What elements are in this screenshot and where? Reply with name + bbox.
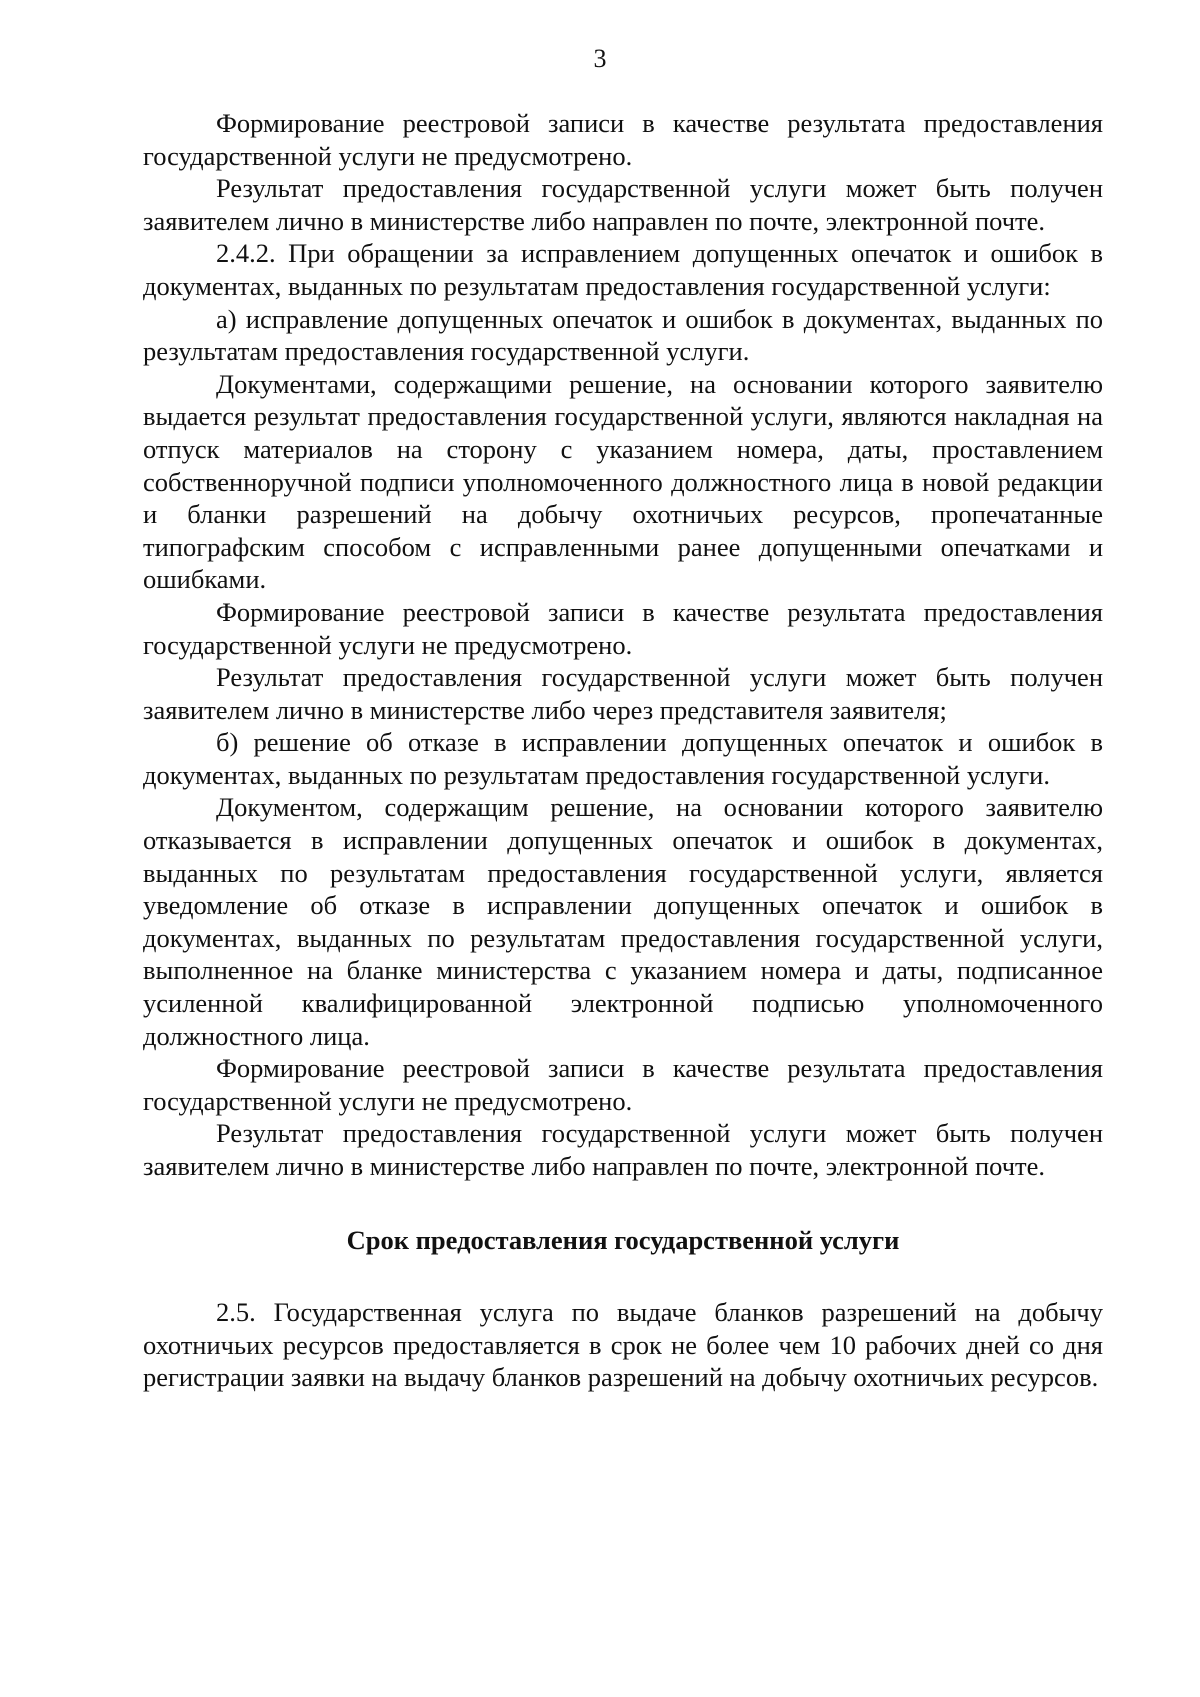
paragraph: Документами, содержащими решение, на основании которого заявителю выдается результат предоставления государственной услуги, являются накладная на отпуск материалов на сторону с указанием номера, даты, проставлением собственноручной подписи уполномоченного должностного лица в новой редакции и бланки разрешений на добычу охотничьих ресурсов, пропечатанные типографским способом с исправленными ранее допущенными опечатками и ошибками. — [143, 368, 1103, 595]
document-body — [143, 107, 1103, 1394]
paragraph-item-a: а) исправление допущенных опечаток и ошибок в документах, выданных по результатам предоставления государственной услуги. — [143, 303, 1103, 367]
paragraph: Результат предоставления государственной услуги может быть получен заявителем лично в министерстве либо направлен по почте, электронной почте. — [143, 1118, 1103, 1181]
paragraph-clause-2-5: 2.5. Государственная услуга по выдаче бланков разрешений на добычу охотничьих ресурсов предоставляется в срок не более чем 10 рабочих дней со дня регистрации заявки на выдачу бланков разрешений на добычу охотничьих ресурсов. — [143, 1297, 1103, 1393]
paragraph: Формирование реестровой записи в качестве результата предоставления государственной услуги не предусмотрено. — [143, 596, 1103, 660]
paragraph: Формирование реестровой записи в качестве результата предоставления государственной услуги не предусмотрено. — [143, 108, 1103, 171]
paragraph-item-b: б) решение об отказе в исправлении допущенных опечаток и ошибок в документах, выданных по результатам предоставления государственной услуги. — [143, 727, 1103, 790]
page-number: 3 — [593, 44, 607, 73]
section-heading: Срок предоставления государственной услуги — [346, 1224, 900, 1255]
paragraph: Документом, содержащим решение, на основании которого заявителю отказывается в исправлении допущенных опечаток и ошибок в документах, выданных по результатам предоставления государственной услуги, является уведомление об отказе в исправлении допущенных опечаток и ошибок в документах, выданных по результатам предоставления государственной услуги, выполненное на бланке министерства с указанием номера и даты, подписанное усиленной квалифицированной электронной подписью уполномоченного должностного лица. — [143, 792, 1103, 1051]
paragraph: Результат предоставления государственной услуги может быть получен заявителем лично в министерстве либо направлен по почте, электронной почте. — [143, 173, 1103, 236]
paragraph-clause-2-4-2: 2.4.2. При обращении за исправлением допущенных опечаток и ошибок в документах, выданных по результатам предоставления государственной услуги: — [143, 238, 1103, 301]
paragraph: Результат предоставления государственной услуги может быть получен заявителем лично в министерстве либо через представителя заявителя; — [143, 662, 1103, 725]
paragraph: Формирование реестровой записи в качестве результата предоставления государственной услуги не предусмотрено. — [143, 1053, 1103, 1116]
